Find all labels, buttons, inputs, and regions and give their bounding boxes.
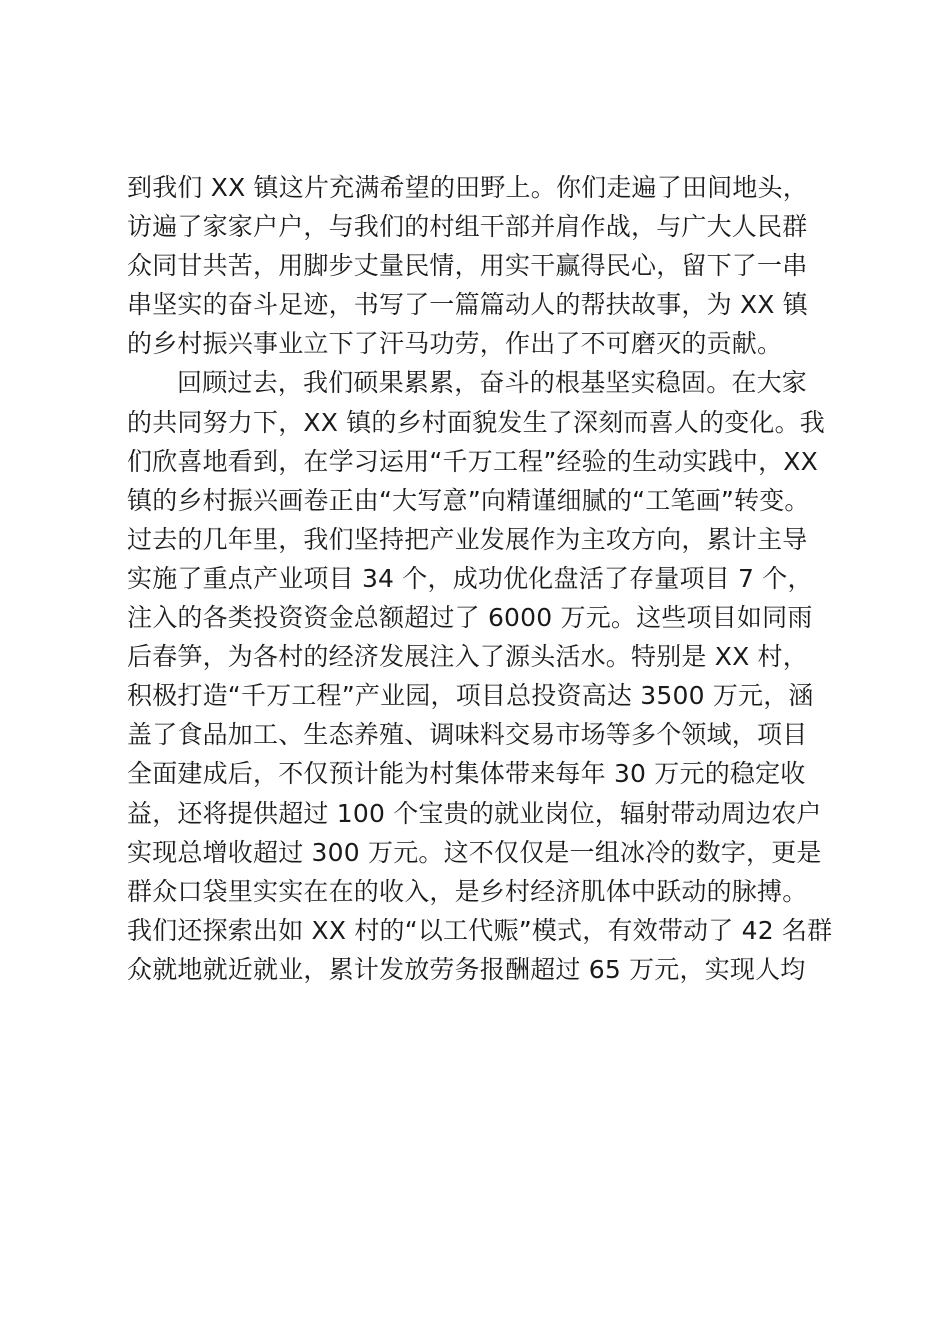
- text-line: 后春笋，为各村的经济发展注入了源头活水。特别是 XX 村，: [127, 642, 808, 672]
- text-line: 盖了食品加工、生态养殖、调味料交易市场等多个领域，项目: [127, 720, 808, 750]
- text-line: 众就地就近就业，累计发放劳务报酬超过 65 万元，实现人均: [127, 954, 806, 984]
- text-line: 串坚实的奋斗足迹，书写了一篇篇动人的帮扶故事，为 XX 镇: [127, 290, 808, 320]
- text-line: 我们还探索出如 XX 村的“以工代赈”模式，有效带动了 42 名群: [127, 915, 833, 945]
- paragraph-1: [127, 168, 847, 363]
- text-line: 实施了重点产业项目 34 个，成功优化盘活了存量项目 7 个，: [127, 563, 813, 593]
- text-line: 全面建成后，不仅预计能为村集体带来每年 30 万元的稳定收: [127, 759, 806, 789]
- text-line: 注入的各类投资资金总额超过了 6000 万元。这些项目如同雨: [127, 603, 813, 633]
- text-line: 群众口袋里实实在在的收入，是乡村经济肌体中跃动的脉搏。: [127, 876, 808, 906]
- paragraph-2: [127, 363, 847, 989]
- text-line: 的乡村振兴事业立下了汗马功劳，作出了不可磨灭的贡献。: [127, 329, 783, 359]
- text-line: 实现总增收超过 300 万元。这不仅仅是一组冰冷的数字，更是: [127, 837, 822, 867]
- text-line: 过去的几年里，我们坚持把产业发展作为主攻方向，累计主导: [127, 524, 808, 554]
- text-line: 回顾过去，我们硕果累累，奋斗的根基坚实稳固。在大家: [177, 368, 808, 398]
- text-line: 到我们 XX 镇这片充满希望的田野上。你们走遍了田间地头，: [127, 173, 808, 202]
- text-line: 益，还将提供超过 100 个宝贵的就业岗位，辐射带动周边农户: [127, 798, 822, 828]
- text-line: 积极打造“千万工程”产业园，项目总投资高达 3500 万元，涵: [127, 681, 814, 711]
- text-line: 镇的乡村振兴画卷正由“大写意”向精谨细腻的“工笔画”转变。: [127, 485, 810, 515]
- text-line: 访遍了家家户户，与我们的村组干部并肩作战，与广大人民群: [127, 212, 808, 242]
- text-line: 们欣喜地看到，在学习运用“千万工程”经验的生动实践中，XX: [127, 446, 818, 476]
- text-line: 众同甘共苦，用脚步丈量民情，用实干赢得民心，留下了一串: [127, 251, 808, 281]
- text-line: 的共同努力下，XX 镇的乡村面貌发生了深刻而喜人的变化。我: [127, 407, 826, 437]
- body-text: [127, 168, 847, 989]
